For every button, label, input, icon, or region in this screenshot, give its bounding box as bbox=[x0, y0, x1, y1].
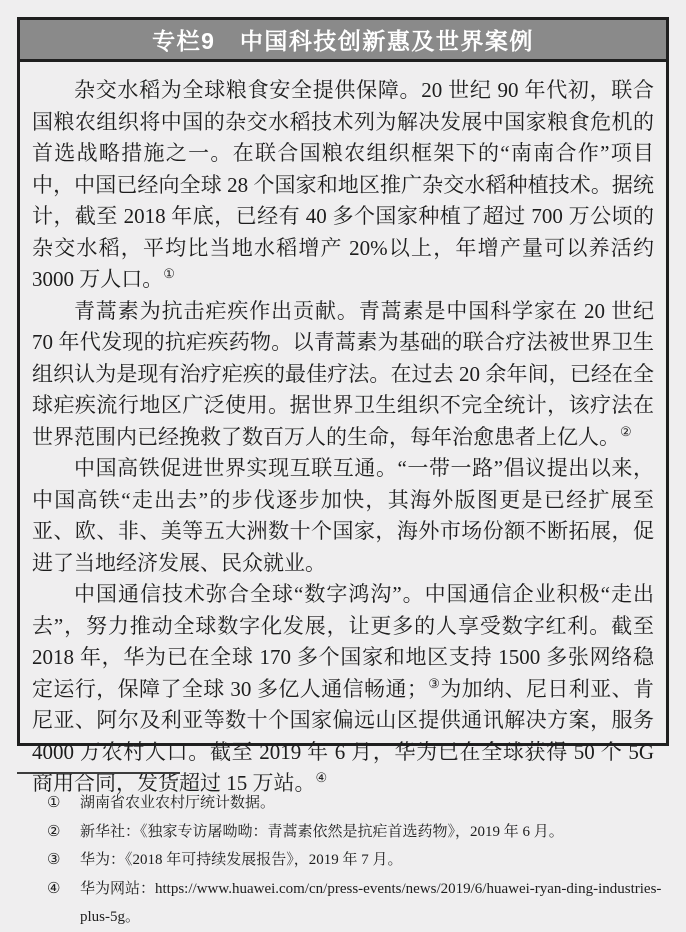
footnote-marker: ④ bbox=[47, 880, 61, 897]
footnote-ref: ③ bbox=[427, 675, 441, 691]
footnote-text: 华为网站：https://www.huawei.com/cn/press-events/news/2019/6/huawei-ryan-ding-industries-plus-5g。 bbox=[80, 880, 662, 925]
column-header bbox=[20, 20, 666, 62]
paragraph: 青蒿素为抗击疟疾作出贡献。青蒿素是中国科学家在 20 世纪 70 年代发现的抗疟疾药物。以青蒿素为基础的联合疗法被世界卫生组织认为是现有治疗疟疾的最佳疗法。在过去 20 余年间，已经在全球疟疾流行地区广泛使用。据世界卫生组织不完全统计，该疗法在世界范围内已经挽救了数百万人的生命，每年治愈患者上亿人。② bbox=[32, 298, 654, 449]
footnote-section bbox=[17, 772, 674, 932]
footnote-item bbox=[47, 875, 674, 932]
footnote-separator bbox=[17, 772, 180, 774]
footnote-text: 华为：《2018 年可持续发展报告》，2019 年 7 月。 bbox=[80, 852, 403, 868]
paragraph: 杂交水稻为全球粮食安全提供保障。20 世纪 90 年代初，联合国粮农组织将中国的杂交水稻技术列为解决发展中国家粮食危机的首选战略措施之一。在联合国粮农组织框架下的“南南合作”项目中，中国已经向全球 28 个国家和地区推广杂交水稻种植技术。据统计，截至 2018 年底，已经有 40 多个国家种植了超过 700 万公顷的杂交水稻，平均比当地水稻增产 20%以上，年增产量可以养活约 3000 万人口。① bbox=[32, 78, 654, 291]
footnote-item bbox=[47, 818, 674, 847]
footnote-marker: ③ bbox=[47, 852, 61, 868]
footnote-list bbox=[17, 789, 674, 932]
footnote-ref: ④ bbox=[315, 770, 328, 785]
paragraph: 中国通信技术弥合全球“数字鸿沟”。中国通信企业积极“走出去”，努力推动全球数字化发展，让更多的人享受数字红利。截至 2018 年，华为已在全球 170 多个国家和地区支持 1500 多张网络稳定运行，保障了全球 30 多亿人通信畅通；③为加纳、尼日利亚、肯尼亚、阿尔及利亚等数十个国家偏远山区提供通讯解决方案，服务 4000 万农村人口。截至 2019 年 6 月，华为已在全球获得 50 个 5G 商用合同，发货超过 15 万站。④ bbox=[32, 582, 655, 795]
footnote-item bbox=[47, 789, 674, 818]
footnote-marker: ② bbox=[47, 823, 61, 840]
column-title: 专栏9 中国科技创新惠及世界案例 bbox=[152, 28, 534, 54]
footnote-item bbox=[47, 846, 674, 875]
footnote-text: 湖南省农业农村厅统计数据。 bbox=[80, 795, 276, 811]
footnote-marker: ① bbox=[47, 795, 61, 811]
footnote-ref: ② bbox=[620, 423, 632, 439]
paragraph: 中国高铁促进世界实现互联互通。“一带一路”倡议提出以来，中国高铁“走出去”的步伐逐步加快，其海外版图更是已经扩展至亚、欧、非、美等五大洲数十个国家，海外市场份额不断拓展，促进了当地经济发展、民众就业。 bbox=[32, 456, 654, 575]
column-body bbox=[20, 62, 666, 800]
footnote-text: 新华社：《独家专访屠呦呦：青蒿素依然是抗疟首选药物》，2019 年 6 月。 bbox=[80, 823, 564, 840]
column-box bbox=[17, 17, 669, 795]
footnote-ref: ① bbox=[163, 266, 175, 281]
